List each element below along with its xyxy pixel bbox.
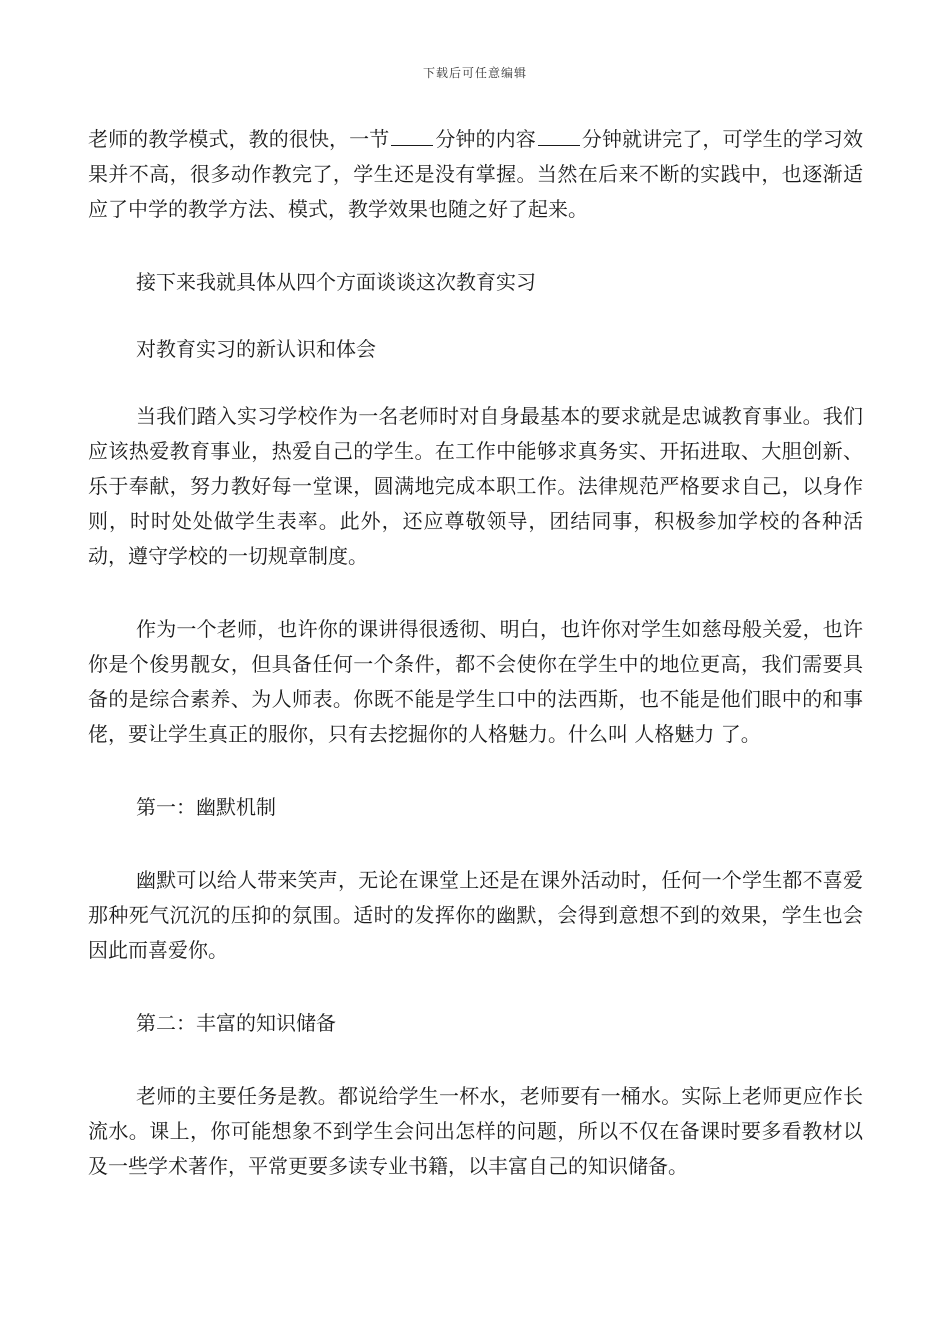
- document-body: [88, 122, 863, 1184]
- paragraph-intro: 接下来我就具体从四个方面谈谈这次教育实习: [136, 270, 536, 294]
- paragraph-knowledge: 老师的主要任务是教。都说给学生一杯水，老师要有一桶水。实际上老师更应作长流水。课上，你可能想象不到学生会问出怎样的问题，所以不仅在备课时要多看教材以及一些学术著作，平常更要多读专业书籍，以丰富自己的知识储备。: [88, 1084, 863, 1178]
- paragraph-dedication: 当我们踏入实习学校作为一名老师时对自身最基本的要求就是忠诚教育事业。我们应该热爱教育事业，热爱自己的学生。在工作中能够求真务实、开拓进取、大胆创新、乐于奉献，努力教好每一堂课，圆满地完成本职工作。法律规范严格要求自己，以身作则，时时处处做学生表率。此外，还应尊敬领导，团结同事，积极参加学校的各种活动，遵守学校的一切规章制度。: [88, 404, 863, 568]
- paragraph-text: 分钟就讲完了，可学生的学习效果并不高，很多动作教完了，学生还是没有掌握。当然在后来不断的实践中，也逐渐适应了中学的教学方法、模式，教学效果也随之好了起来。: [88, 127, 864, 221]
- blank-line: [538, 127, 580, 146]
- paragraph-teaching-mode: [88, 122, 863, 227]
- section-heading-knowledge: 第二：丰富的知识储备: [136, 1011, 336, 1035]
- section-heading-new-understanding: 对教育实习的新认识和体会: [136, 337, 376, 361]
- paragraph-text: 老师的教学模式，教的很快，一节: [88, 127, 390, 151]
- paragraph-text: 分钟的内容: [435, 127, 536, 151]
- page-header: 下载后可任意编辑: [422, 66, 527, 80]
- paragraph-personal-charm: 作为一个老师，也许你的课讲得很透彻、明白，也许你对学生如慈母般关爱，也许你是个俊男靓女，但具备任何一个条件，都不会使你在学生中的地位更高，我们需要具备的是综合素养、为人师表。你既不能是学生口中的法西斯，也不能是他们眼中的和事佬，要让学生真正的服你，只有去挖掘你的人格魅力。什么叫 人格魅力 了。: [88, 617, 863, 746]
- section-heading-humor: 第一：幽默机制: [136, 795, 276, 819]
- blank-line: [391, 127, 433, 146]
- paragraph-humor: 幽默可以给人带来笑声，无论在课堂上还是在课外活动时，任何一个学生都不喜爱那种死气沉沉的压抑的氛围。适时的发挥你的幽默，会得到意想不到的效果，学生也会因此而喜爱你。: [88, 868, 863, 962]
